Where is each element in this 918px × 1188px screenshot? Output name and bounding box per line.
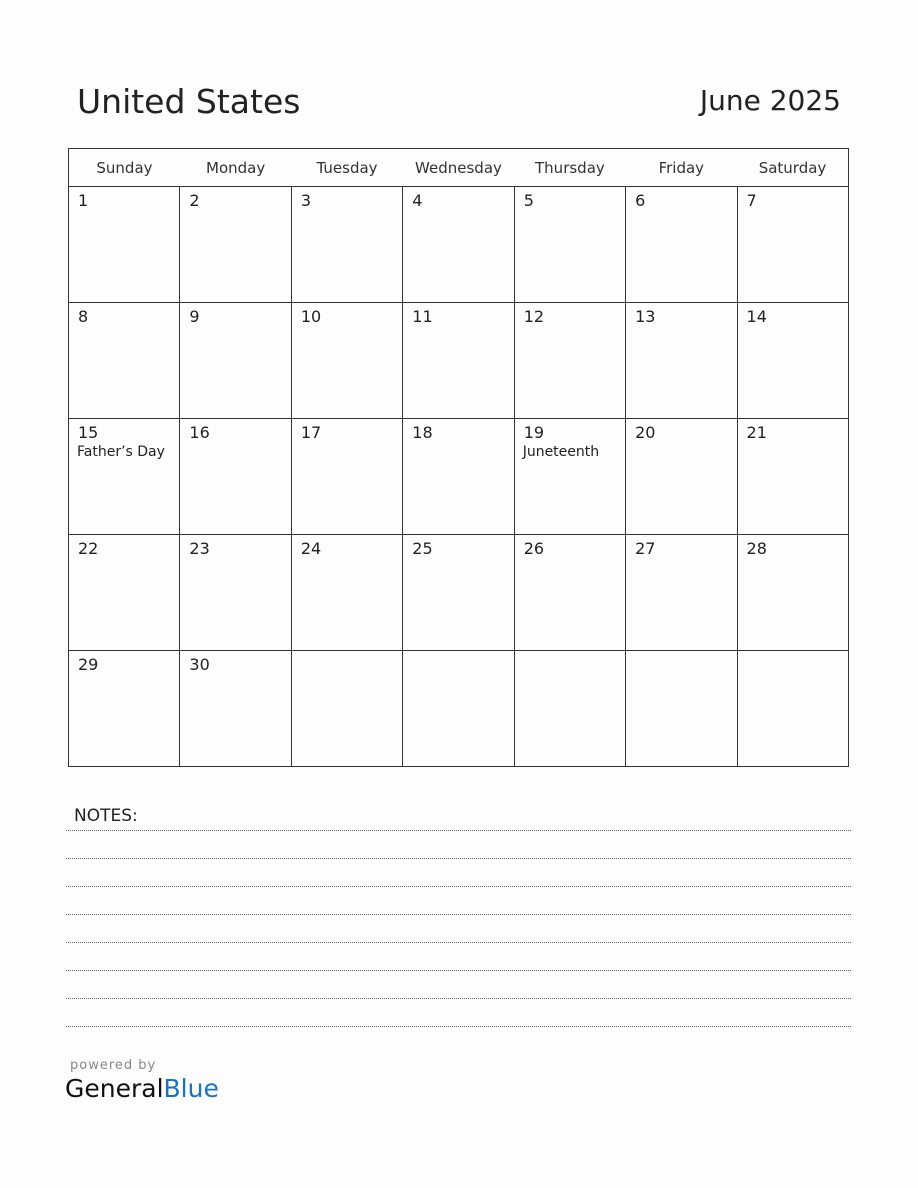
day-cell (69, 419, 180, 535)
day-number: 5 (523, 191, 534, 210)
day-cell (180, 419, 291, 535)
day-number: 12 (523, 307, 545, 326)
day-cell (514, 419, 625, 535)
day-number: 30 (189, 655, 210, 674)
weekday-header: Tuesday (291, 149, 402, 187)
notes-line (66, 942, 851, 943)
day-number: 4 (412, 191, 423, 210)
notes-line (66, 886, 851, 887)
notes-label: NOTES: (74, 806, 138, 826)
day-cell (403, 187, 514, 303)
day-number: 13 (635, 307, 656, 326)
week-row (69, 535, 849, 651)
powered-by: powered by (70, 1058, 157, 1073)
day-cell (291, 535, 402, 651)
day-number: 14 (746, 307, 767, 326)
week-row (69, 187, 849, 303)
day-cell (514, 535, 625, 651)
day-number: 1 (78, 191, 89, 210)
day-cell (737, 419, 848, 535)
calendar-grid (68, 148, 849, 767)
country-title: United States (77, 82, 301, 121)
day-cell (180, 187, 291, 303)
day-cell (514, 187, 625, 303)
day-cell (291, 419, 402, 535)
day-number: 23 (189, 539, 210, 558)
day-number: 26 (523, 539, 545, 558)
notes-line (66, 1026, 851, 1027)
day-cell (626, 303, 737, 419)
day-cell (514, 303, 625, 419)
brand-blue: Blue (163, 1074, 219, 1103)
day-number: 15 (78, 423, 99, 442)
day-cell (626, 651, 737, 767)
day-number: 21 (746, 423, 767, 442)
day-cell (737, 187, 848, 303)
day-number: 6 (635, 191, 646, 210)
day-cell (403, 303, 514, 419)
day-cell (737, 303, 848, 419)
day-cell (291, 651, 402, 767)
day-cell (403, 419, 514, 535)
day-cell (737, 535, 848, 651)
notes-line (66, 914, 851, 915)
brand-general: General (65, 1074, 164, 1103)
day-number: 28 (746, 539, 767, 558)
day-number: 24 (300, 539, 322, 558)
day-number: 25 (412, 539, 433, 558)
day-number: 2 (189, 191, 200, 210)
day-number: 16 (189, 423, 210, 442)
day-cell (69, 535, 180, 651)
day-cell (69, 303, 180, 419)
notes-line (66, 830, 851, 831)
day-number: 22 (78, 539, 99, 558)
day-number: 17 (300, 423, 322, 442)
day-cell (737, 651, 848, 767)
day-cell (69, 187, 180, 303)
weekday-header: Monday (180, 149, 291, 187)
holiday-label: Juneteenth (522, 444, 600, 460)
weekday-header: Saturday (737, 149, 848, 187)
notes-line (66, 998, 851, 999)
day-number: 19 (523, 423, 545, 442)
day-cell (514, 651, 625, 767)
day-number: 9 (189, 307, 200, 326)
holiday-label: Father’s Day (77, 444, 165, 460)
weekday-header: Thursday (514, 149, 625, 187)
day-cell (180, 303, 291, 419)
day-cell (69, 651, 180, 767)
notes-line (66, 858, 851, 859)
day-number: 3 (300, 191, 312, 210)
day-number: 18 (412, 423, 433, 442)
day-number: 27 (635, 539, 656, 558)
day-number: 11 (412, 307, 433, 326)
week-row (69, 651, 849, 767)
day-cell (291, 303, 402, 419)
day-cell (626, 187, 737, 303)
month-title: June 2025 (699, 84, 841, 117)
generalblue-logo (65, 1074, 219, 1103)
weekday-header: Sunday (69, 149, 180, 187)
week-row (69, 303, 849, 419)
day-cell (180, 651, 291, 767)
day-cell (403, 651, 514, 767)
day-number: 7 (746, 191, 757, 210)
notes-line (66, 970, 851, 971)
weekday-header: Wednesday (403, 149, 514, 187)
day-number: 10 (300, 307, 322, 326)
weekday-header: Friday (626, 149, 737, 187)
day-cell (180, 535, 291, 651)
day-cell (291, 187, 402, 303)
day-number: 8 (78, 307, 89, 326)
day-cell (626, 535, 737, 651)
day-number: 20 (635, 423, 656, 442)
day-cell (626, 419, 737, 535)
day-number: 29 (78, 655, 99, 674)
week-row (69, 419, 849, 535)
day-cell (403, 535, 514, 651)
